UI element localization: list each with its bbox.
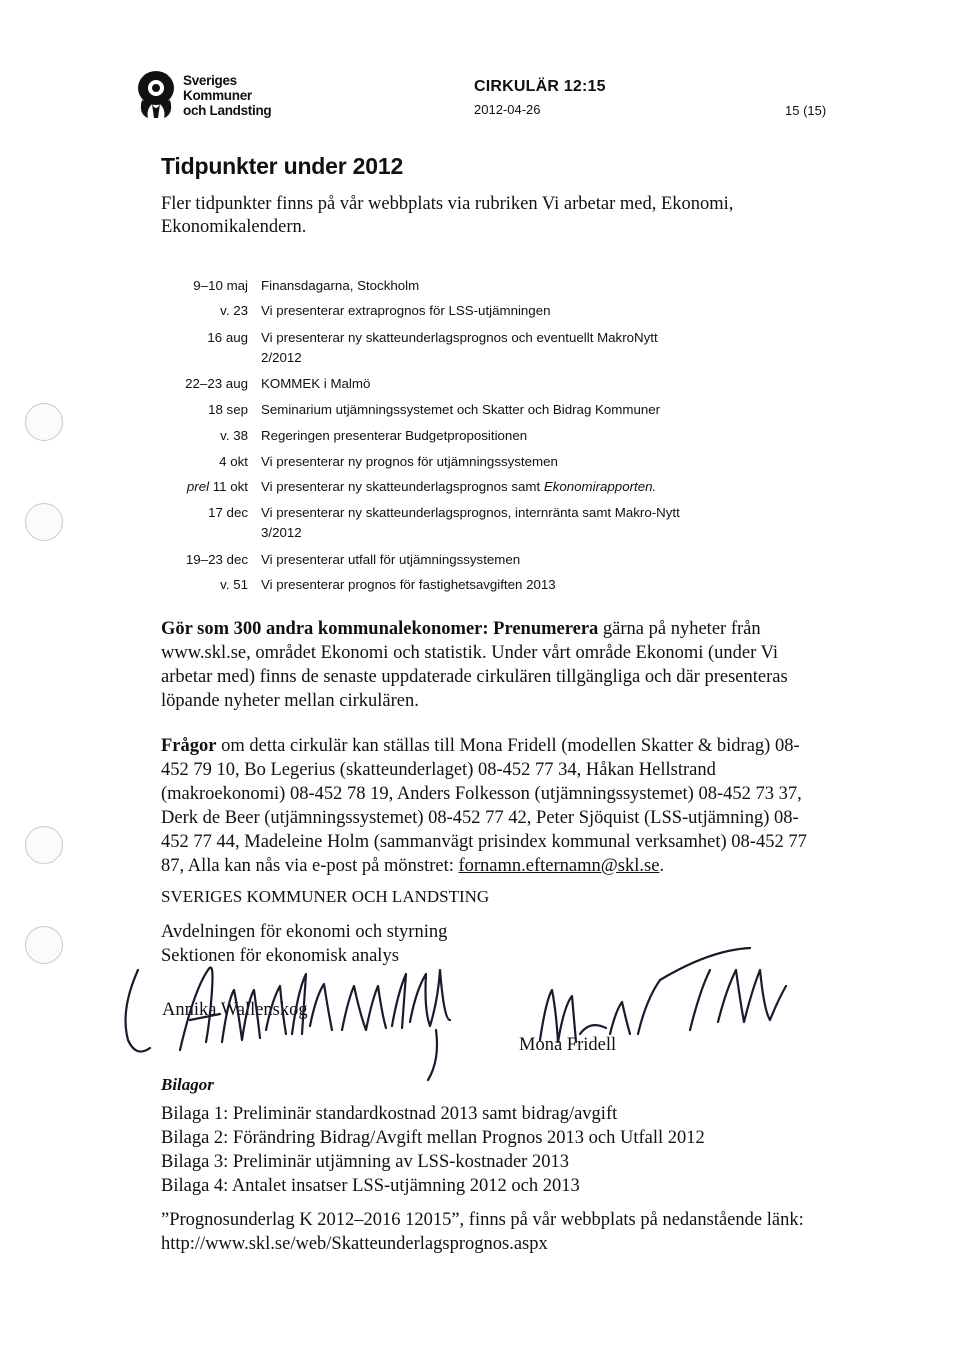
schedule-date: 19–23 dec — [185, 552, 248, 567]
schedule-text: Finansdagarna, Stockholm — [261, 278, 420, 293]
circular-number: CIRKULÄR 12:15 — [474, 78, 606, 95]
contacts-lead: Frågor — [161, 736, 217, 756]
intro-paragraph: Fler tidpunkter finns på vår webbplats via rubriken Vi arbetar med, Ekonomi, Ekonomikalendern. — [161, 194, 734, 237]
schedule-text: Vi presenterar extraprognos för LSS-utjämningen — [261, 303, 551, 318]
prel-label: prel — [186, 479, 210, 494]
schedule-text: Vi presenterar prognos för fastighetsavgiften 2013 — [261, 577, 556, 592]
punch-hole — [25, 926, 63, 964]
schedule-date: 22–23 aug — [185, 376, 248, 391]
skl-logo-icon — [134, 70, 178, 120]
contacts-end: . — [659, 856, 665, 876]
contacts-text: om detta cirkulär kan ställas till Mona Fridell (modellen Skatter & bidrag) 08-452 79 10, Bo Legerius (skatteunderlaget) 08-452 77 34, Håkan Hellstrand (makroekonomi) 08-452 78 19, Anders Folkesson (utjämningssystemet) 08-452 73 37, Derk de Beer (utjämningssystemet) 08-452 77 42, Peter Sjöquist (LSS-utjämning) 08-452 77 44, Madeleine Holm (sammanvägt prisindex kommunal verksamhet) 08-452 77 87, Alla kan nås via e-post på mönstret: — [161, 736, 807, 876]
schedule-text: Vi presenterar ny prognos för utjämningssystemen — [261, 454, 558, 469]
org-line: Sveriges — [183, 73, 237, 88]
schedule-date: 16 aug — [207, 330, 248, 345]
subscribe-lead: Gör som 300 andra kommunalekonomer: Prenumerera — [161, 619, 599, 639]
organisation-name: SVERIGES KOMMUNER OCH LANDSTING — [161, 887, 490, 906]
schedule-date: v. 23 — [220, 303, 248, 318]
schedule-date: 9–10 maj — [193, 278, 248, 293]
email-link[interactable]: fornamn.efternamn@skl.se — [458, 856, 660, 876]
schedule-text: Regeringen presenterar Budgetpropositionen — [261, 428, 528, 443]
schedule-date: 17 dec — [208, 505, 248, 520]
org-line: Kommuner — [183, 88, 252, 103]
department: Avdelningen för ekonomi och styrning — [161, 922, 448, 942]
attachment-item: Bilaga 4: Antalet insatser LSS-utjämning 2012 och 2013 — [161, 1176, 580, 1196]
punch-hole — [25, 503, 63, 541]
section-heading: Tidpunkter under 2012 — [161, 153, 404, 179]
schedule-date — [187, 477, 248, 497]
punch-hole — [25, 826, 63, 864]
subscribe-text: gärna på nyheter från www.skl.se, området Ekonomi och statistik. Under vårt område Ekonomi (under Vi arbetar med) finns de senaste uppdaterade cirkulären tillgängliga och där presenteras löpande nyheter mellan cirkulären. — [161, 619, 788, 711]
schedule-text: Seminarium utjämningssystemet och Skatter och Bidrag Kommuner — [261, 402, 661, 417]
attachments-list — [161, 1102, 705, 1198]
schedule-text: Vi presenterar ny skatteunderlagsprognos och eventuellt MakroNytt 2/2012 — [261, 330, 658, 365]
schedule-text-main: Vi presenterar ny skatteunderlagsprognos samt — [261, 479, 544, 494]
schedule-text — [261, 477, 706, 497]
signatory-name: Annika Wallenskog — [162, 1000, 308, 1020]
circular-date: 2012-04-26 — [474, 102, 541, 117]
attachment-item: Bilaga 2: Förändring Bidrag/Avgift mellan Prognos 2013 och Utfall 2012 — [161, 1128, 705, 1148]
attachments-heading: Bilagor — [161, 1075, 214, 1094]
org-logo-text — [183, 73, 271, 118]
handwritten-signatures — [110, 930, 810, 1090]
org-line: och Landsting — [183, 103, 272, 118]
attachment-item: Bilaga 3: Preliminär utjämning av LSS-kostnader 2013 — [161, 1152, 569, 1172]
report-title: Ekonomirapporten. — [543, 479, 657, 494]
schedule-date: v. 38 — [220, 428, 248, 443]
subscribe-paragraph — [161, 617, 821, 713]
prognos-paragraph: ”Prognosunderlag K 2012–2016 12015”, finns på vår webbplats på nedanstående länk: http://www.skl.se/web/Skatteunderlagsprognos.aspx — [161, 1210, 804, 1254]
contacts-paragraph — [161, 734, 821, 878]
schedule-text: Vi presenterar ny skatteunderlagsprognos, internränta samt Makro-Nytt 3/2012 — [261, 505, 680, 540]
attachment-item: Bilaga 1: Preliminär standardkostnad 2013 samt bidrag/avgift — [161, 1104, 618, 1124]
schedule-text: KOMMEK i Malmö — [261, 376, 371, 391]
page-number: 15 (15) — [785, 103, 827, 118]
schedule-text: Vi presenterar utfall för utjämningssystemen — [261, 552, 521, 567]
signatory-name: Mona Fridell — [519, 1035, 617, 1055]
schedule-date: 18 sep — [208, 402, 248, 417]
schedule-date: v. 51 — [220, 577, 248, 592]
schedule-date: 4 okt — [219, 454, 248, 469]
section: Sektionen för ekonomisk analys — [161, 946, 399, 966]
punch-hole — [25, 403, 63, 441]
schedule-date-value: 11 okt — [209, 479, 248, 494]
